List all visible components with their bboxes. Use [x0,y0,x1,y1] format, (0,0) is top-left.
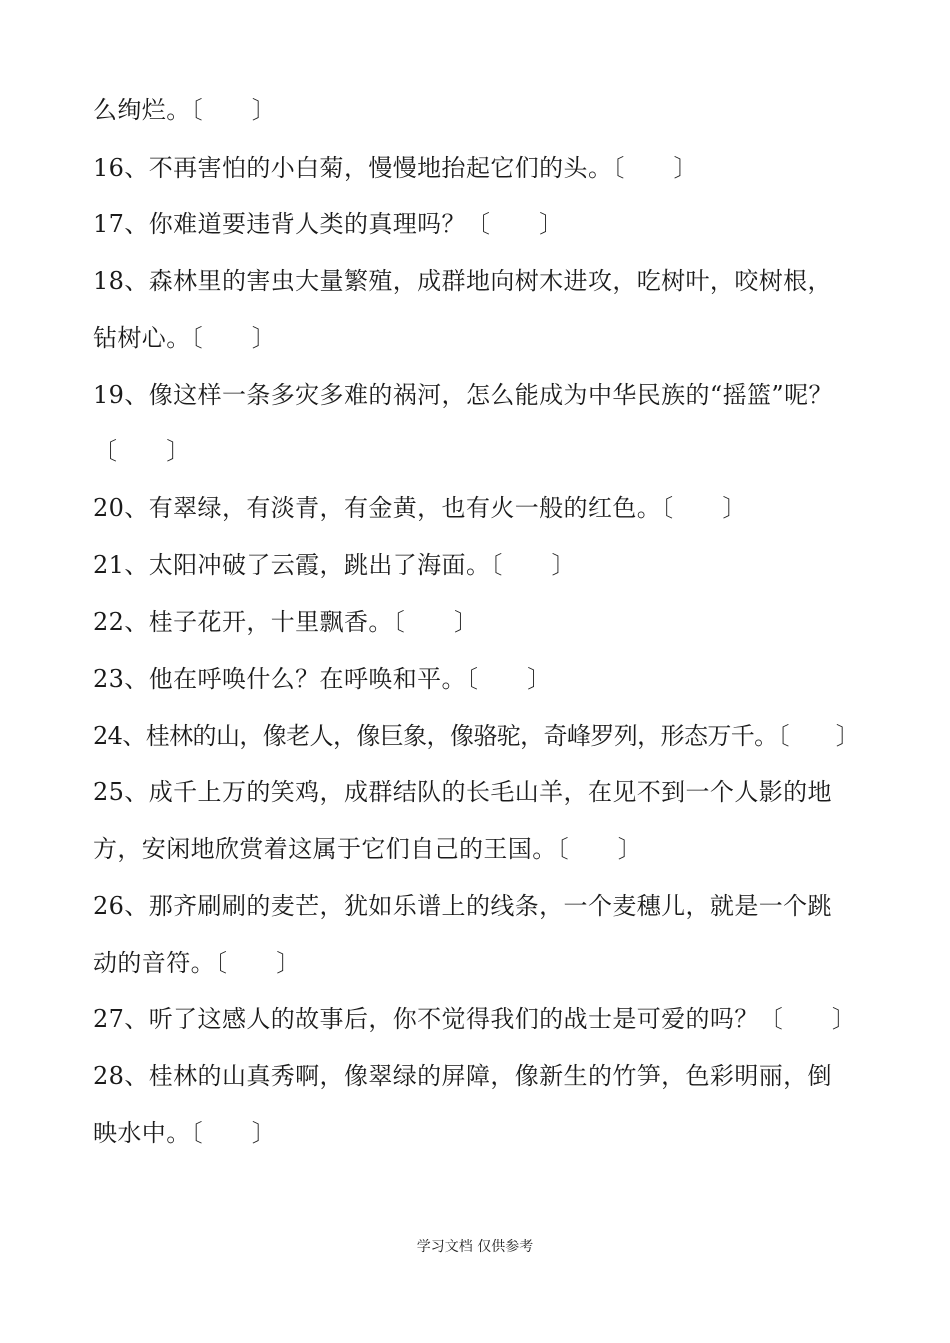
question-26-line-1: 26、那齐刷刷的麦芒，犹如乐谱上的线条，一个麦穗儿，就是一个跳 [93,892,832,920]
question-22: 22、桂子花开，十里飘香。〔 〕 [93,608,479,636]
question-19-line-2: 〔 〕 [93,437,191,465]
question-25-line-1: 25、成千上万的笑鸡，成群结队的长毛山羊，在见不到一个人影的地 [93,778,832,806]
page-footer: 学习文档 仅供参考 [416,1239,534,1255]
question-21: 21、太阳冲破了云霞，跳出了海面。〔 〕 [93,551,576,579]
question-19-line-1: 19、像这样一条多灾多难的祸河，怎么能成为中华民族的“摇篮”呢？ [93,381,833,409]
question-16: 16、不再害怕的小白菊，慢慢地抬起它们的头。〔 〕 [93,154,698,182]
question-20: 20、有翠绿，有淡青，有金黄，也有火一般的红色。〔 〕 [93,494,747,522]
question-18-line-2: 钻树心。〔 〕 [93,324,277,352]
question-28-line-2: 映水中。〔 〕 [93,1119,277,1147]
question-26-line-2: 动的音符。〔 〕 [93,949,301,977]
question-15-continuation: 么绚烂。〔 〕 [93,96,277,124]
question-25-line-2: 方，安闲地欣赏着这属于它们自己的王国。〔 〕 [93,835,643,863]
question-24: 24、桂林的山，像老人，像巨象，像骆驼，奇峰罗列，形态万千。〔 〕 [93,722,860,750]
question-28-line-1: 28、桂林的山真秀啊，像翠绿的屏障，像新生的竹笋，色彩明丽，倒 [93,1062,832,1090]
question-17: 17、你难道要违背人类的真理吗？〔 〕 [93,210,564,238]
question-27: 27、听了这感人的故事后，你不觉得我们的战士是可爱的吗？〔 〕 [93,1005,857,1033]
question-23: 23、他在呼唤什么？在呼唤和平。〔 〕 [93,665,552,693]
question-18-line-1: 18、森林里的害虫大量繁殖，成群地向树木进攻，吃树叶，咬树根， [93,267,832,295]
